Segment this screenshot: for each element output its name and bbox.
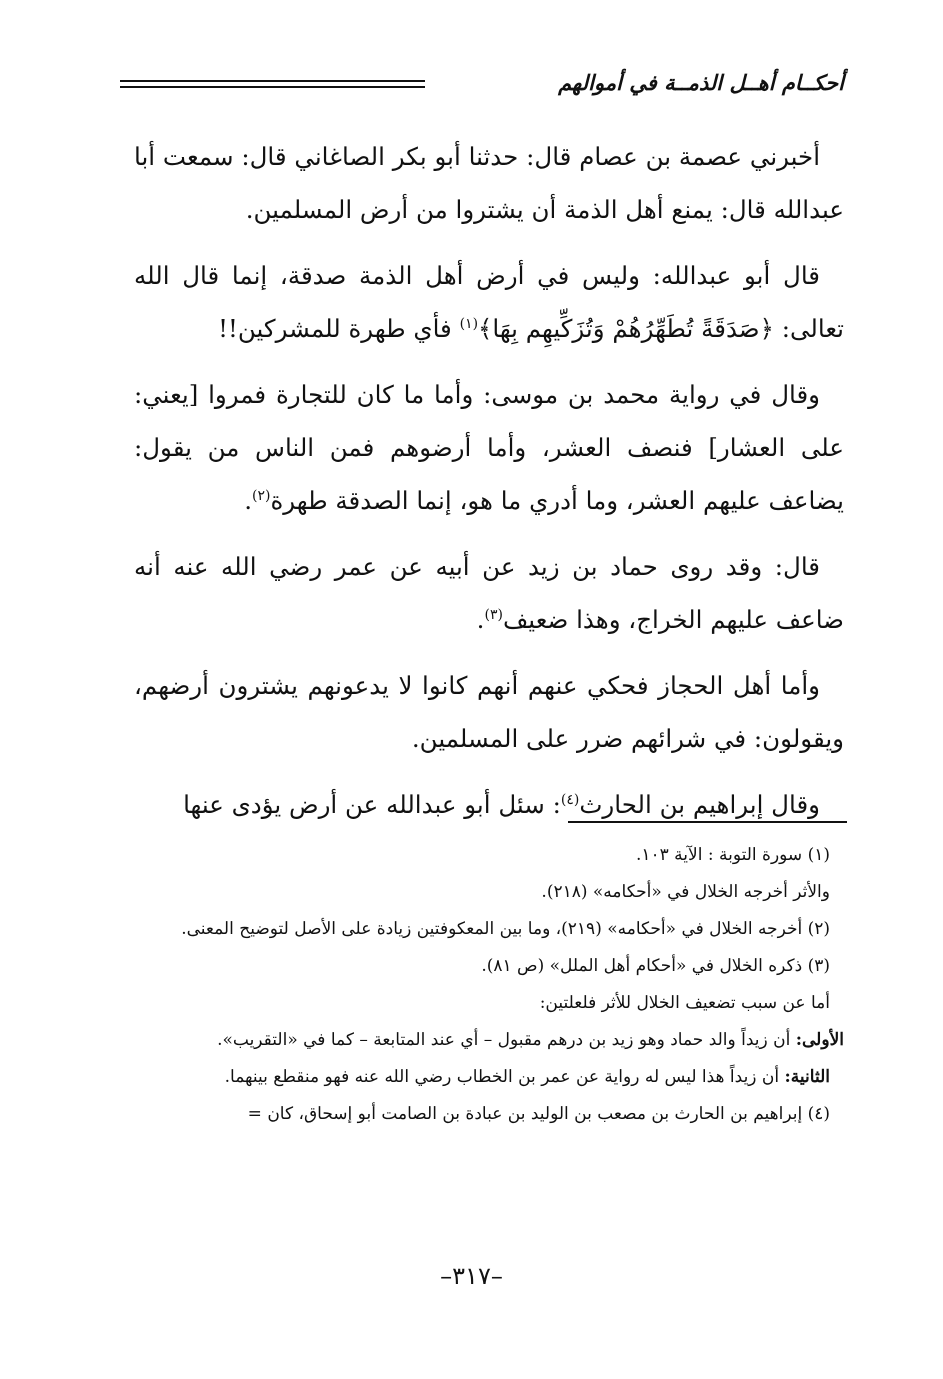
paragraph-5: وأما أهل الحجاز فحكي عنهم أنهم كانوا لا يدعونهم يشترون أرضهم، ويقولون: في شرائهم ضرر على المسلمين. <box>134 671 844 753</box>
footnote-ref-1[interactable]: (١) <box>459 315 479 332</box>
footnote-1-note: والأثر أخرجه الخلال في «أحكامه» (٢١٨). <box>541 882 830 902</box>
page-number: –٣١٧– <box>440 1262 503 1290</box>
footnote-3-note: أما عن سبب تضعيف الخلال للأثر فلعلتين: <box>539 993 830 1013</box>
header-rule <box>120 80 425 88</box>
paragraph-1: أخبرني عصمة بن عصام قال: حدثنا أبو بكر الصاغاني قال: سمعت أبا عبدالله قال: يمنع أهل الذمة أن يشتروا من أرض المسلمين. <box>134 142 844 224</box>
footnote-3: (٣) ذكره الخلال في «أحكام أهل الملل» (ص ٨١). <box>481 956 830 976</box>
footnote-ref-4[interactable]: (٤) <box>560 791 580 808</box>
paragraph-2: قال أبو عبدالله: وليس في أرض أهل الذمة صدقة، إنما قال الله تعالى: ﴿صَدَقَةً تُطَهِّرُهُمْ وَتُزَكِّيهِم بِهَا﴾$^{(١)}$ فأي طهرة للمشركين!! <box>134 261 844 343</box>
footnote-2: (٢) أخرجه الخلال في «أحكامه» (٢١٩)، وما بين المعكوفتين زيادة على الأصل لتوضيح المعنى. <box>181 919 830 939</box>
running-title: أحكــام أهــل الذمــة في أموالهم <box>558 71 844 95</box>
footnote-3-second-reason: الثانية: أن زيداً هذا ليس له رواية عن عمر بن الخطاب رضي الله عنه فهو منقطع بينهما. <box>224 1067 830 1087</box>
paragraph-6: وقال إبراهيم بن الحارث$^{(٤)}$: سئل أبو عبدالله عن أرض يؤدى عنها <box>183 790 820 819</box>
footnote-3-first-reason: الأولى: أن زيداً والد حماد وهو زيد بن درهم مقبول – أي عند المتابعة – كما في «التقريب». <box>217 1030 844 1050</box>
footnote-1: (١) سورة التوبة : الآية ١٠٣. <box>635 845 830 865</box>
footnotes <box>132 838 844 1134</box>
footnote-ref-3[interactable]: (٣) <box>484 606 503 623</box>
footnote-ref-2[interactable]: (٢) <box>251 487 271 504</box>
main-text <box>134 130 844 844</box>
footnote-4: (٤) إبراهيم بن الحارث بن مصعب بن الوليد بن عبادة بن الصامت أبو إسحاق، كان = <box>247 1104 830 1124</box>
footnote-separator <box>568 821 847 823</box>
running-header <box>120 68 844 104</box>
paragraph-3: وقال في رواية محمد بن موسى: وأما ما كان للتجارة فمروا [يعني: على العشار] فنصف العشر، وأما أرضوهم فمن الناس من يقول: يضاعف عليهم العشر، وما أدري ما هو، إنما الصدقة طهرة$^{(٢)}$. <box>134 380 844 515</box>
paragraph-4: قال: وقد روى حماد بن زيد عن أبيه عن عمر رضي الله عنه أنه ضاعف عليهم الخراج، وهذا ضعيف$^{(٣)}$. <box>134 552 844 634</box>
